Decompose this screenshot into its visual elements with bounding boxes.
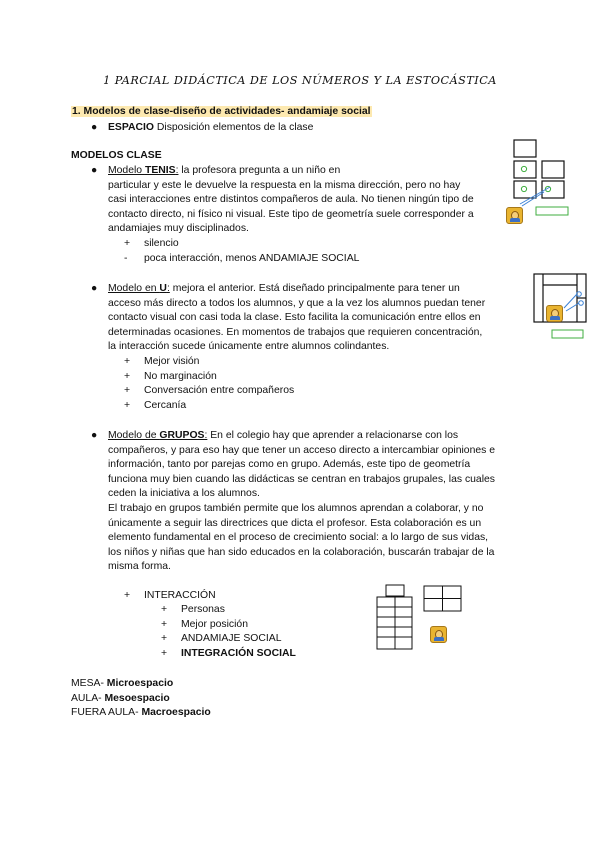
list-item: + Mejor visión (124, 356, 200, 367)
list-item: + Personas (161, 604, 225, 615)
list-item: + INTEGRACIÓN SOCIAL (161, 647, 296, 659)
list-item: - poca interacción, menos ANDAMIAJE SOCIAL (124, 252, 360, 264)
teacher-icon (430, 626, 447, 643)
list-item: + Conversación entre compañeros (124, 385, 295, 397)
list-item: FUERA AULA- Macroespacio (71, 707, 211, 719)
tenis-paragraph: ● Modelo TENIS: la profesora pregunta a un niño en particular y este le devuelve la respuesta en la misma dirección, pero no hay casi interacciones entre distintos compañeros de aula. No tienen ningún tipo de contacto directo, ni físico ni visual. Este tipo de geometría suele corresponder a andamiajes muy disciplinados. (91, 165, 474, 235)
grupos-list (161, 603, 296, 661)
list-item: + No marginación (124, 370, 217, 382)
modelos-heading: MODELOS CLASE (71, 150, 162, 161)
tenis-list (124, 237, 360, 266)
espacios-list (71, 677, 211, 721)
u-paragraph: ● Modelo en U: mejora el anterior. Está diseñado principalmente para tener un acceso más directo a todos los alumnos, y que a la vez los alumnos puedan tener contacto visual con casi toda la clase. Esto facilita la comunicación entre ellos en determinadas ocasiones. En momentos de trabajos que requieren concentración, la interacción sucede únicamente entre alumnos colindantes. (91, 283, 486, 353)
espacio-bullet: ● ESPACIO Disposición elementos de la clase (91, 122, 314, 133)
list-item: + ANDAMIAJE SOCIAL (161, 633, 282, 645)
list-item: + silencio (124, 238, 179, 249)
grupos-tables-diagram (373, 584, 468, 654)
page-title: 1 PARCIAL DIDÁCTICA DE LOS NÚMEROS Y LA ESTOCÁSTICA (103, 74, 497, 87)
list-item: MESA- Microespacio (71, 678, 174, 689)
list-item: + Mejor posición (161, 618, 248, 630)
grupos-paragraph: ● Modelo de GRUPOS: En el colegio hay que aprender a relacionarse con los compañeros, y para eso hay que tener un acceso directo a intercambiar opiniones e información, tanto por parejas como en grupo. Además, este tipo de geometría funciona muy bien cuando las didácticas se centran en trabajos grupales, las cuales ceden la iniciativa a los alumnos. El trabajo en grupos también permite que los alumnos aprendan a colaborar, y no únicamente a seguir las directrices que dicta el profesor. Esta colaboración es un elemento fundamental en el proceso de crecimiento social: a lo largo de sus vidas, los niños y niñas que han sido educados en la colaboración, buscarán trabajar de la misma forma. (91, 430, 495, 573)
u-list (124, 355, 295, 413)
section-heading: 1. Modelos de clase-diseño de actividades- andamiaje social (72, 106, 371, 117)
list-item: AULA- Mesoespacio (71, 692, 170, 704)
list-item: + Cercanía (124, 399, 187, 411)
teacher-icon (506, 207, 523, 224)
teacher-icon (546, 305, 563, 322)
interaccion-item: + INTERACCIÓN (124, 590, 216, 601)
